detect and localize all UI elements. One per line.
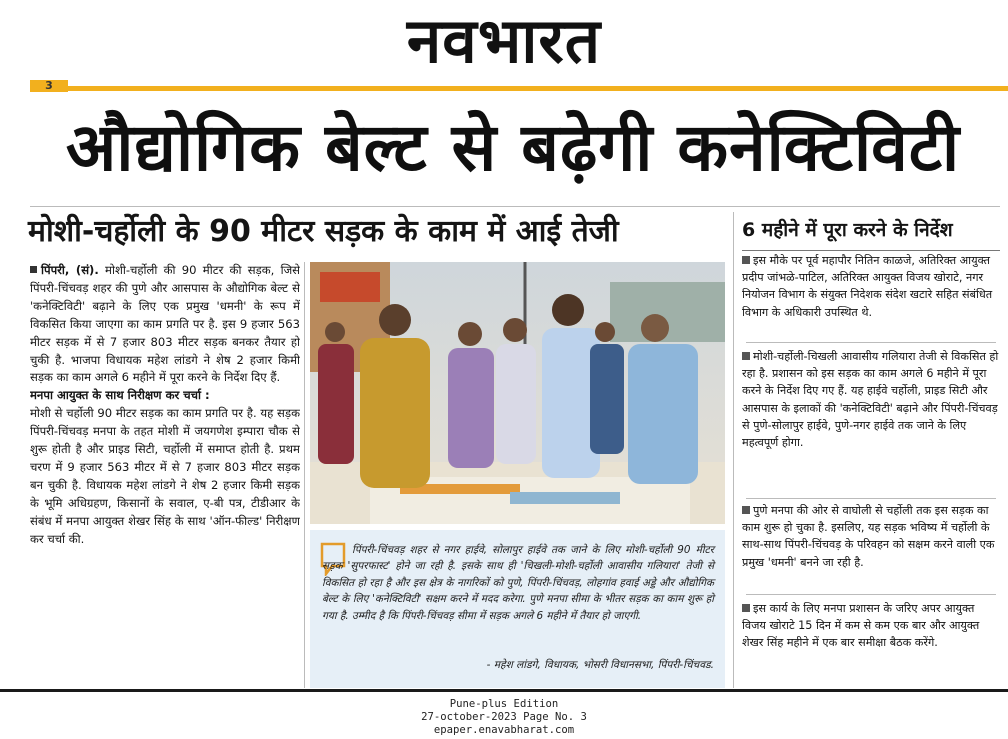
- divider: [746, 594, 996, 595]
- bullet-square-icon: [742, 352, 750, 360]
- site-link[interactable]: epaper.enavabharat.com: [433, 724, 575, 736]
- bullet-square-icon: [742, 506, 750, 514]
- quote-box: [310, 530, 725, 688]
- inspection-photo: [310, 262, 725, 524]
- bullet-square-icon: [30, 266, 37, 273]
- dateline: पिंपरी, (सं).: [41, 263, 99, 277]
- quote-text: [322, 542, 714, 624]
- article-paragraph: मोशी-चर्होली की 90 मीटर की सड़क, जिसे पिंपरी-चिंचवड़ शहर की पुणे और आसपास के औद्योगिक बेल्ट से 'कनेक्टिविटी' बढ़ाने के लिए एक प्रमुख 'धमनी' के रूप में विकसित किया जाएगा का काम प्रगति पर है. इस 9 हजार 563 मीटर सड़क में से 7 हजार 803 मीटर सड़क बनकर तैयार हो चुकी है. भाजपा विधायक महेश लांडगे ने शेष 2 हजार किमी सड़क का काम अगले 6 महीने में पूरा करने के निर्देश दिए हैं.: [30, 263, 300, 385]
- footer: [0, 698, 1008, 737]
- article-paragraph: मोशी से चर्होली 90 मीटर सड़क का काम प्रगति पर है. यह सड़क पिंपरी-चिंचवड़ मनपा के तहत मोशी में जयगणेश इम्पारा चौक से शुरू होती है और प्राइड सिटी, चर्होली में समाप्त होती है. प्रथम चरण में 9 हजार 563 मीटर में से 7 हजार 803 मीटर सड़क बन चुकी है. विधायक महेश लांडगे ने शेष 2 हजार किमी सड़क के भूमि अधिग्रहण, किसानों के सवाल, ए-बी पत्र, टीडीआर के संबंध में मनपा आयुक्त शेखर सिंह के साथ 'ऑन-फील्ड' निरीक्षण कर चर्चा की.: [30, 406, 300, 546]
- divider: [30, 206, 1000, 207]
- quote-body: पिंपरी-चिंचवड़ शहर से नगर हाईवे, सोलापुर हाईवे तक जाने के लिए मोशी-चर्होली 90 मीटर सड़क 'सुपरफास्ट' होने जा रही है. इसके साथ ही 'चिखली-मोशी-चर्होली आवासीय गलियारा' तेजी से विकसित हो रहा है और इस क्षेत्र के नागरिकों को पुणे, पिंपरी-चिंचवड़, लोहगांव हवाई अड्डे और औद्योगिक बेल्ट के लिए 'कनेक्टिविटी' सक्षम करने में मदद करेगा. पुणे मनपा सीमा के भीतर सड़क का काम शुरू हो गया है. उम्मीद है कि पिंपरी-चिंचवड़ सीमा में सड़क अगले 6 महीने में तैयार हो जाएगी.: [322, 544, 714, 622]
- sidebar-paragraph: इस कार्य के लिए मनपा प्रशासन के जरिए अपर आयुक्त विजय खोराटे 15 दिन में कम से कम एक बार और आयुक्त शेखर सिंह महीने में एक बार समीक्षा बैठक करेंगे.: [742, 602, 980, 650]
- masthead: [0, 0, 1008, 82]
- edition-label: Pune-plus Edition: [449, 698, 559, 710]
- bullet-square-icon: [742, 256, 750, 264]
- sub-headline: मोशी-चर्होली के 90 मीटर सड़क के काम में आई तेजी: [28, 214, 619, 249]
- sidebar-title: 6 महीने में पूरा करने के निर्देश: [742, 219, 953, 241]
- divider: [746, 342, 996, 343]
- date-page-label: 27-october-2023 Page No. 3: [421, 711, 587, 723]
- article-body: [30, 262, 300, 688]
- column-divider: [304, 262, 305, 688]
- quote-attribution: - महेश लांडगे, विधायक, भोसरी विधानसभा, पिंपरी-चिंचवड.: [486, 659, 714, 671]
- accent-bar: [30, 86, 1008, 91]
- sidebar-paragraph: मोशी-चर्होली-चिखली आवासीय गलियारा तेजी से विकसित हो रहा है. प्रशासन को इस सड़क का काम अगले 6 महीने में पूरा करने के निर्देश दिए गए हैं. यह हाईवे चर्होली, प्राइड सिटी और आसपास के इलाकों की 'कनेक्टिविटी' बढ़ाने और पिंपरी-चिंचवड़ से पुणे-सोलापुर हाईवे, पुणे-नगर हाईवे तक जाने के लिए महत्वपूर्ण होगा.: [742, 350, 999, 450]
- bullet-square-icon: [742, 604, 750, 612]
- section-heading: मनपा आयुक्त के साथ निरीक्षण कर चर्चा :: [30, 388, 210, 403]
- page-tab: 3: [30, 80, 68, 92]
- news-photo: [310, 262, 725, 524]
- sidebar-paragraph: पुणे मनपा की ओर से वाघोली से चर्होली तक इस सड़क का काम शुरू हो चुका है. इसलिए, यह सड़क भविष्य में चर्होली के साथ-साथ पिंपरी-चिंचवड़ के परिवहन को सक्षम करने वाली एक प्रमुख 'धमनी' बनने जा रही है.: [742, 504, 995, 569]
- sidebar-article: [742, 248, 1000, 688]
- sidebar-paragraph: इस मौके पर पूर्व महापौर नितिन काळजे, अतिरिक्त आयुक्त प्रदीप जांभळे-पाटिल, अतिरिक्त आयुक्त विजय खोराटे, नगर नियोजन विभाग के संयुक्त निदेशक संदेश खटारे सहित संबंधित विभाग के अधिकारी उपस्थित थे.: [742, 254, 993, 319]
- column-divider: [733, 212, 734, 688]
- main-headline: औद्योगिक बेल्ट से बढ़ेगी कनेक्टिविटी: [65, 109, 961, 186]
- page-bottom-rule: [0, 689, 1008, 692]
- divider: [746, 498, 996, 499]
- newspaper-logo: नवभारत: [406, 4, 602, 77]
